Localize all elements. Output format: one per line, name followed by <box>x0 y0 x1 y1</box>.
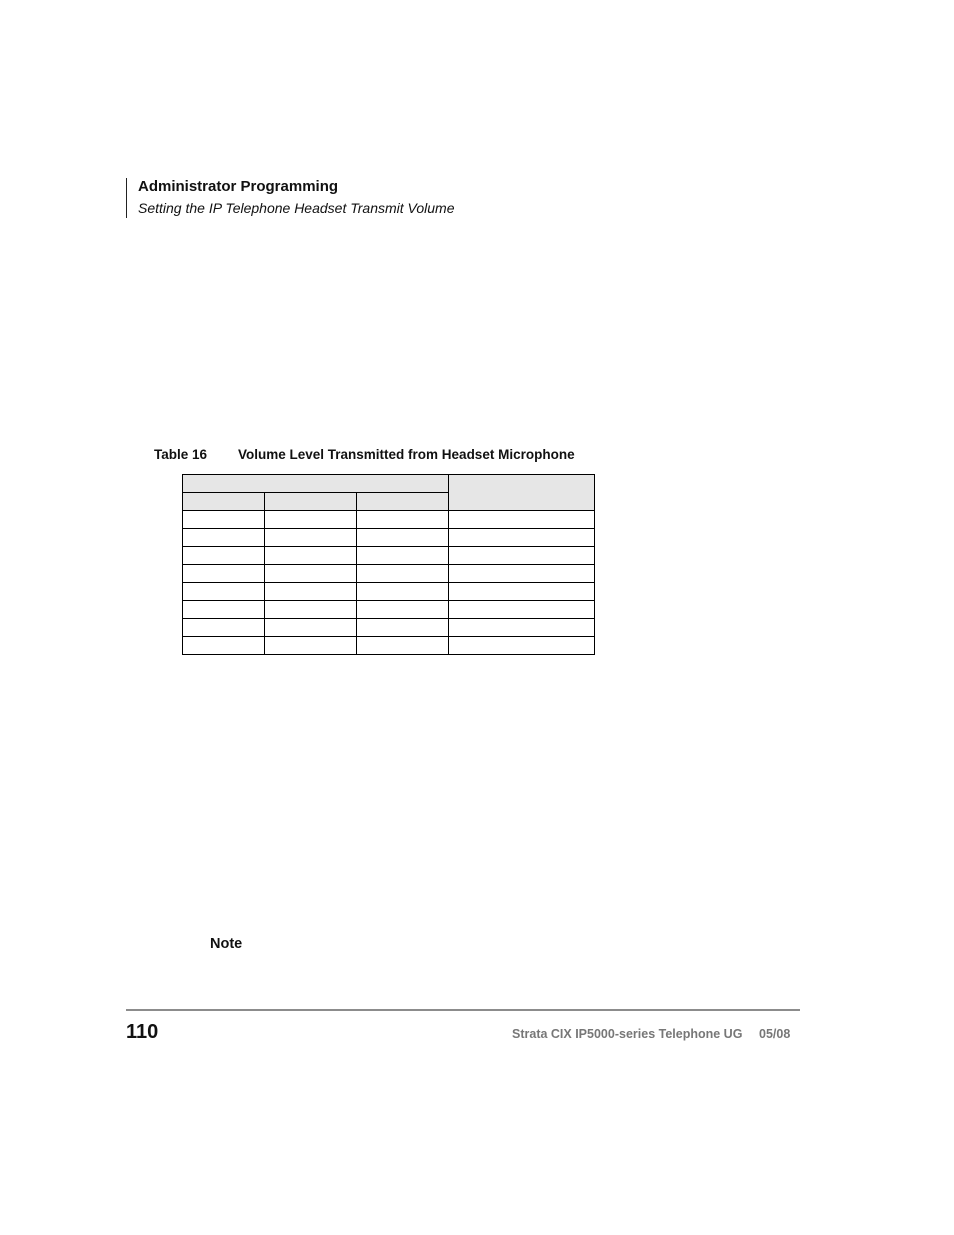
footer-rule <box>126 1009 800 1011</box>
table-row <box>183 619 595 637</box>
table-header-cell <box>449 475 595 511</box>
header-rule <box>126 178 127 218</box>
table-cell <box>449 565 595 583</box>
table-cell <box>265 637 357 655</box>
table-row <box>183 565 595 583</box>
table-cell <box>265 583 357 601</box>
table-cell <box>357 601 449 619</box>
table-row <box>183 511 595 529</box>
table-cell <box>265 601 357 619</box>
table-row <box>183 583 595 601</box>
volume-table <box>182 474 595 655</box>
table-row <box>183 529 595 547</box>
table-cell <box>357 583 449 601</box>
table-cell <box>449 511 595 529</box>
table-cell <box>265 529 357 547</box>
table-cell <box>183 637 265 655</box>
table-subheader-cell <box>265 493 357 511</box>
table-cell <box>449 601 595 619</box>
table-cell <box>183 529 265 547</box>
table-cell <box>357 547 449 565</box>
table-cell <box>449 583 595 601</box>
table-cell <box>449 637 595 655</box>
table-subheader-cell <box>357 493 449 511</box>
page-number: 110 <box>126 1021 159 1043</box>
table-number: Table 16 <box>154 447 208 462</box>
table-cell <box>183 619 265 637</box>
table-cell <box>265 511 357 529</box>
table-cell <box>183 511 265 529</box>
table-cell <box>265 565 357 583</box>
section-title: Setting the IP Telephone Headset Transmit Volume <box>138 200 455 216</box>
table-header-row <box>183 475 595 493</box>
table-cell <box>183 583 265 601</box>
table-row <box>183 637 595 655</box>
table-cell <box>449 547 595 565</box>
table-cell <box>357 565 449 583</box>
table-row <box>183 547 595 565</box>
footer-date: 05/08 <box>759 1027 791 1041</box>
table-cell <box>357 619 449 637</box>
table-subheader-cell <box>183 493 265 511</box>
table-header-group-cell <box>183 475 449 493</box>
chapter-title: Administrator Programming <box>138 178 339 195</box>
footer-doc-title: Strata CIX IP5000-series Telephone UG <box>512 1027 743 1041</box>
table-cell <box>357 529 449 547</box>
table-cell <box>183 547 265 565</box>
table-cell <box>265 619 357 637</box>
volume-table-body <box>183 475 595 655</box>
table-cell <box>265 547 357 565</box>
table-cell <box>183 601 265 619</box>
table-caption: Volume Level Transmitted from Headset Microphone <box>238 447 575 462</box>
note-label: Note <box>210 936 243 952</box>
table-cell <box>449 529 595 547</box>
table-cell <box>183 565 265 583</box>
table-cell <box>357 511 449 529</box>
table-cell <box>357 637 449 655</box>
table-cell <box>449 619 595 637</box>
table-row <box>183 601 595 619</box>
